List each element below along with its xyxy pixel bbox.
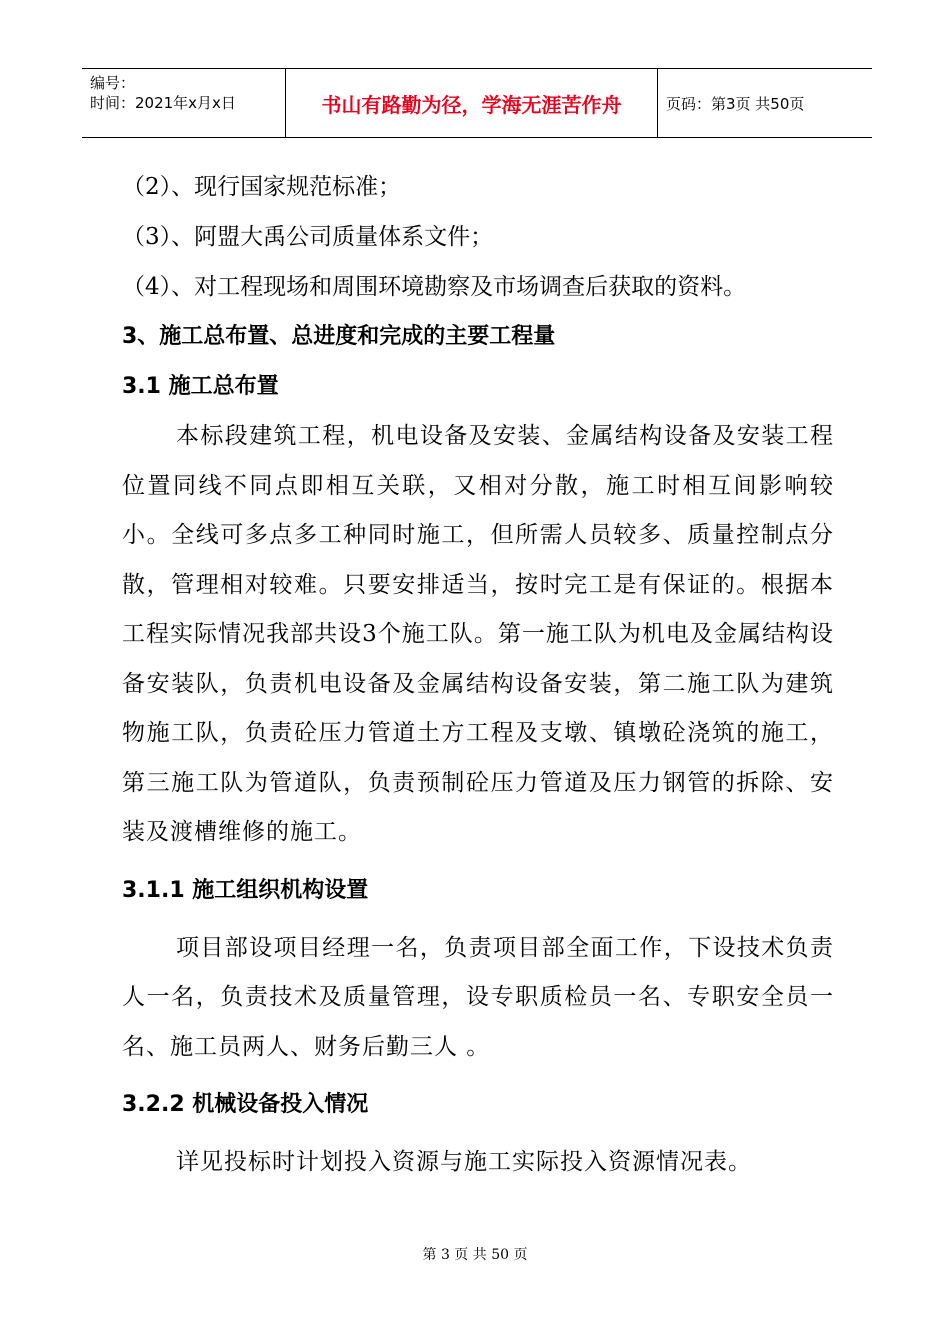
header-number: 编号：	[90, 74, 136, 92]
header-page-info: 页码：第3页 共50页	[666, 94, 805, 113]
section-3-1-paragraph: 本标段建筑工程，机电设备及安装、金属结构设备及安装工程位置同线不同点即相互关联，又相对分散，施工时相互间影响较小。全线可多点多工种同时施工，但所需人员较多、质量控制点分散，管理相对较难。只要安排适当，按时完工是有保证的。根据本工程实际情况我部共设3个施工队。第一施工队为机电及金属结构设备安装队，负责机电设备及金属结构设备安装，第二施工队为建筑物施工队，负责砼压力管道土方工程及支墩、镇墩砼浇筑的施工，第三施工队为管道队，负责预制砼压力管道及压力钢管的拆除、安装及渡槽维修的施工。	[122, 423, 834, 845]
header-motto: 书山有路勤为径，学海无涯苦作舟	[285, 69, 658, 137]
document-body	[122, 162, 834, 1188]
section-3-1-1-paragraph: 项目部设项目经理一名，负责项目部全面工作，下设技术负责人一名，负责技术及质量管理，设专职质检员一名、专职安全员一名、施工员两人、财务后勤三人 。	[122, 934, 834, 1060]
section-3-2-2-paragraph: 详见投标时计划投入资源与施工实际投入资源情况表。	[176, 1149, 752, 1175]
header-meta	[82, 69, 285, 137]
list-item-3: （3）、阿盟大禹公司质量体系文件；	[122, 224, 494, 250]
list-item-4: （4）、对工程现场和周围环境勘察及市场调查后获取的资料。	[122, 274, 747, 300]
section-3-1-1-heading: 3.1.1 施工组织机构设置	[122, 877, 369, 903]
header-time: 时间：2021年x月x日	[90, 94, 236, 112]
section-3-2-2-heading: 3.2.2 机械设备投入情况	[122, 1092, 369, 1117]
section-3-heading: 3、施工总布置、总进度和完成的主要工程量	[122, 324, 556, 349]
page-header	[82, 68, 872, 138]
section-3-1-heading: 3.1 施工总布置	[122, 374, 279, 399]
list-item-2: （2）、现行国家规范标准；	[122, 174, 402, 200]
page-footer: 第 3 页 共 50 页	[422, 1247, 528, 1263]
